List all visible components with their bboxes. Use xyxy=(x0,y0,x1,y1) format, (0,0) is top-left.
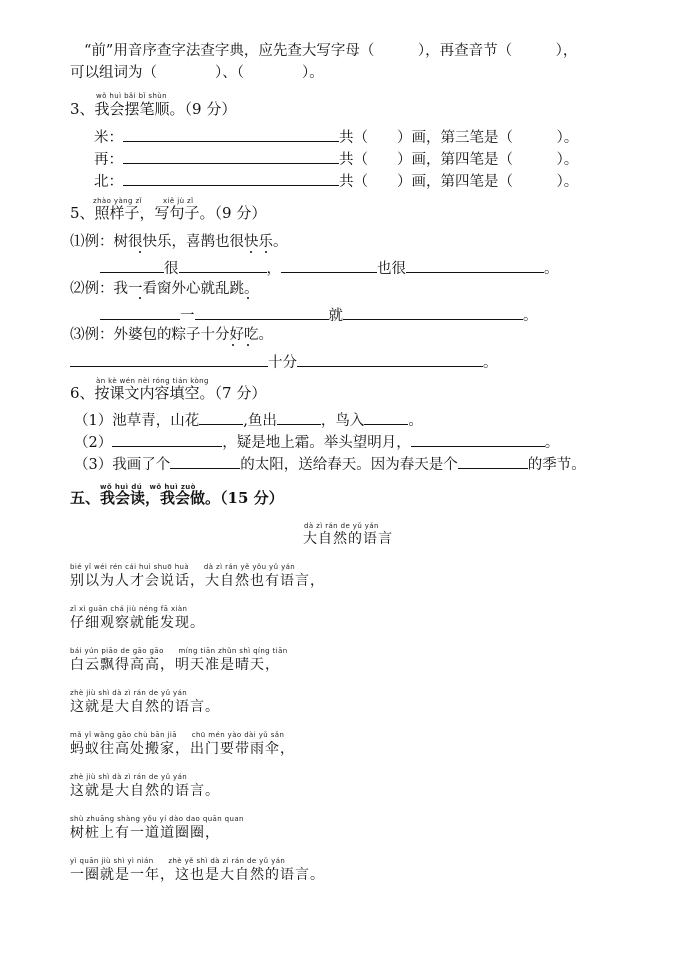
emphasis-dot xyxy=(139,297,141,299)
q5-a2-word-1: 一 xyxy=(180,308,195,324)
intro-line-1: “前”用音序查字法查字典，应先查大写字母（ ），再查音节（ ）， xyxy=(84,43,578,59)
poem-line-1: 别以为人才会说话，大自然也有语言， xyxy=(70,573,325,589)
q6-l3-blank-2[interactable] xyxy=(458,454,528,469)
q3-row-1-tail: 共（ ）画，第三笔是（ ）。 xyxy=(339,130,579,146)
poem-line-5-pinyin: mǎ yǐ wǎng gāo chù bān jiā chū mén yào dài yǔ sǎn xyxy=(70,731,285,739)
emphasis-dot xyxy=(139,251,141,253)
q5-example-1: ⑴例：树很快乐，喜鹊也很快乐。 xyxy=(70,234,288,250)
q6-l2-blank-2[interactable] xyxy=(411,432,545,447)
sec5-title: 五、我会读，我会做。（15 分） xyxy=(70,489,284,507)
q5-a2-word-2: 就 xyxy=(328,308,343,324)
q6-l1-text-b: ,鱼出 xyxy=(243,413,277,429)
q6-l3-text-a: （3）我画了个 xyxy=(74,457,171,473)
q5-a3-blank-2[interactable] xyxy=(297,352,483,367)
q5-a1-end: 。 xyxy=(544,261,559,277)
q5-a1-blank-3[interactable] xyxy=(281,258,377,273)
q5-answer-3 xyxy=(70,352,498,372)
q5-pinyin-2: xiě jù zǐ xyxy=(163,197,194,205)
emphasis-dot xyxy=(232,344,234,346)
poem-line-8-pinyin: yì quān jiù shì yì nián zhè yě shì dà zì rán de yǔ yán xyxy=(70,857,286,865)
poem-line-6: 这就是大自然的语言。 xyxy=(70,783,220,799)
q3-row-1 xyxy=(94,127,578,147)
q6-l1-blank-1[interactable] xyxy=(199,410,243,425)
q5-example-2: ⑵例：我一看窗外心就乱跳。 xyxy=(70,281,259,297)
q5-pinyin-1: zhào yàng zǐ xyxy=(93,197,142,205)
poem-line-2: 仔细观察就能发现。 xyxy=(70,615,205,631)
intro-line-2: 可以组词为（ ）、（ ）。 xyxy=(70,65,324,81)
q3-row-3 xyxy=(94,171,578,191)
q3-row-3-blank[interactable] xyxy=(123,171,339,186)
q5-a1-word-1: 很 xyxy=(164,261,179,277)
poem-line-5: 蚂蚁往高处搬家，出门要带雨伞， xyxy=(70,741,295,757)
q5-a1-word-2: ， xyxy=(266,261,281,277)
q3-row-3-char: 北： xyxy=(94,174,123,190)
q5-title: 5、照样子，写句子。（9 分） xyxy=(70,204,267,222)
q3-row-2-char: 再： xyxy=(94,152,123,168)
q5-a1-blank-2[interactable] xyxy=(179,258,267,273)
poem-line-4: 这就是大自然的语言。 xyxy=(70,699,220,715)
poem-line-8: 一圈就是一年，这也是大自然的语言。 xyxy=(70,867,325,883)
q6-l2-text-b: ，疑是地上霜。举头望明月， xyxy=(222,435,411,451)
poem-title: 大自然的语言 xyxy=(303,531,393,547)
emphasis-dot xyxy=(247,344,249,346)
sec5-pinyin: wǒ huì dú wǒ huì zuò xyxy=(100,483,196,491)
emphasis-dot xyxy=(250,251,252,253)
q6-l3-blank-1[interactable] xyxy=(170,454,240,469)
q5-a2-end: 。 xyxy=(523,308,538,324)
q6-title: 6、按课文内容填空。（7 分） xyxy=(70,384,267,402)
q6-l1-blank-2[interactable] xyxy=(277,410,321,425)
poem-title-pinyin: dà zì rán de yǔ yán xyxy=(304,522,379,530)
q6-l2-text-c: 。 xyxy=(544,435,560,451)
q5-a2-blank-3[interactable] xyxy=(343,305,523,320)
q6-line-1 xyxy=(74,410,423,430)
poem-line-4-pinyin: zhè jiù shì dà zì rán de yǔ yán xyxy=(70,689,188,697)
poem-line-1-pinyin: bié yǐ wéi rén cái huì shuō huà dà zì rán yě yǒu yǔ yán xyxy=(70,563,296,571)
q6-l1-blank-3[interactable] xyxy=(364,410,408,425)
q5-a3-word-1: 十分 xyxy=(268,355,297,371)
q3-row-3-tail: 共（ ）画，第四笔是（ ）。 xyxy=(339,174,579,190)
q6-line-3 xyxy=(74,454,586,474)
q5-a2-blank-1[interactable] xyxy=(100,305,180,320)
q3-row-1-blank[interactable] xyxy=(123,127,339,142)
q5-a1-blank-1[interactable] xyxy=(100,258,164,273)
q5-a1-word-3: 也很 xyxy=(377,261,406,277)
q6-l3-text-c: 的季节。 xyxy=(527,457,586,473)
q5-a3-blank-1[interactable] xyxy=(70,352,268,367)
q6-l3-text-b: 的太阳，送给春天。因为春天是个 xyxy=(240,457,458,473)
q6-pinyin: àn kè wén nèi róng tián kòng xyxy=(96,377,209,385)
q6-l1-text-d: 。 xyxy=(408,413,423,429)
poem-line-7-pinyin: shù zhuāng shàng yǒu yí dào dao quān quan xyxy=(70,815,244,823)
q3-row-2-tail: 共（ ）画，第四笔是（ ）。 xyxy=(339,152,579,168)
q6-line-2 xyxy=(74,432,559,452)
q3-row-1-char: 米： xyxy=(94,130,123,146)
q6-l2-blank-1[interactable] xyxy=(112,432,222,447)
q3-title: 3、我会摆笔顺。（9 分） xyxy=(70,100,237,118)
poem-line-7: 树桩上有一道道圈圈， xyxy=(70,825,220,841)
q5-answer-1 xyxy=(100,258,559,278)
q6-l2-text-a: （2） xyxy=(74,435,113,451)
q6-l1-text-a: （1）池草青，山花 xyxy=(74,413,200,429)
q3-row-2 xyxy=(94,149,578,169)
q5-a2-blank-2[interactable] xyxy=(195,305,329,320)
poem-line-6-pinyin: zhè jiù shì dà zì rán de yǔ yán xyxy=(70,773,188,781)
emphasis-dot xyxy=(247,297,249,299)
q3-pinyin: wǒ huì bǎi bǐ shùn xyxy=(96,92,167,100)
emphasis-dot xyxy=(265,251,267,253)
q3-row-2-blank[interactable] xyxy=(123,149,339,164)
poem-line-2-pinyin: zǐ xì guān chá jiù néng fā xiàn xyxy=(70,605,188,613)
q5-example-3: ⑶例：外婆包的粽子十分好吃。 xyxy=(70,327,273,343)
q5-a1-blank-4[interactable] xyxy=(406,258,544,273)
poem-line-3: 白云飘得高高，明天准是晴天， xyxy=(70,657,280,673)
poem-line-3-pinyin: bái yún piāo de gāo gāo míng tiān zhǔn shì qíng tiān xyxy=(70,647,288,655)
q6-l1-text-c: ，鸟入 xyxy=(320,413,365,429)
q5-answer-2 xyxy=(100,305,538,325)
q5-a3-end: 。 xyxy=(483,355,498,371)
